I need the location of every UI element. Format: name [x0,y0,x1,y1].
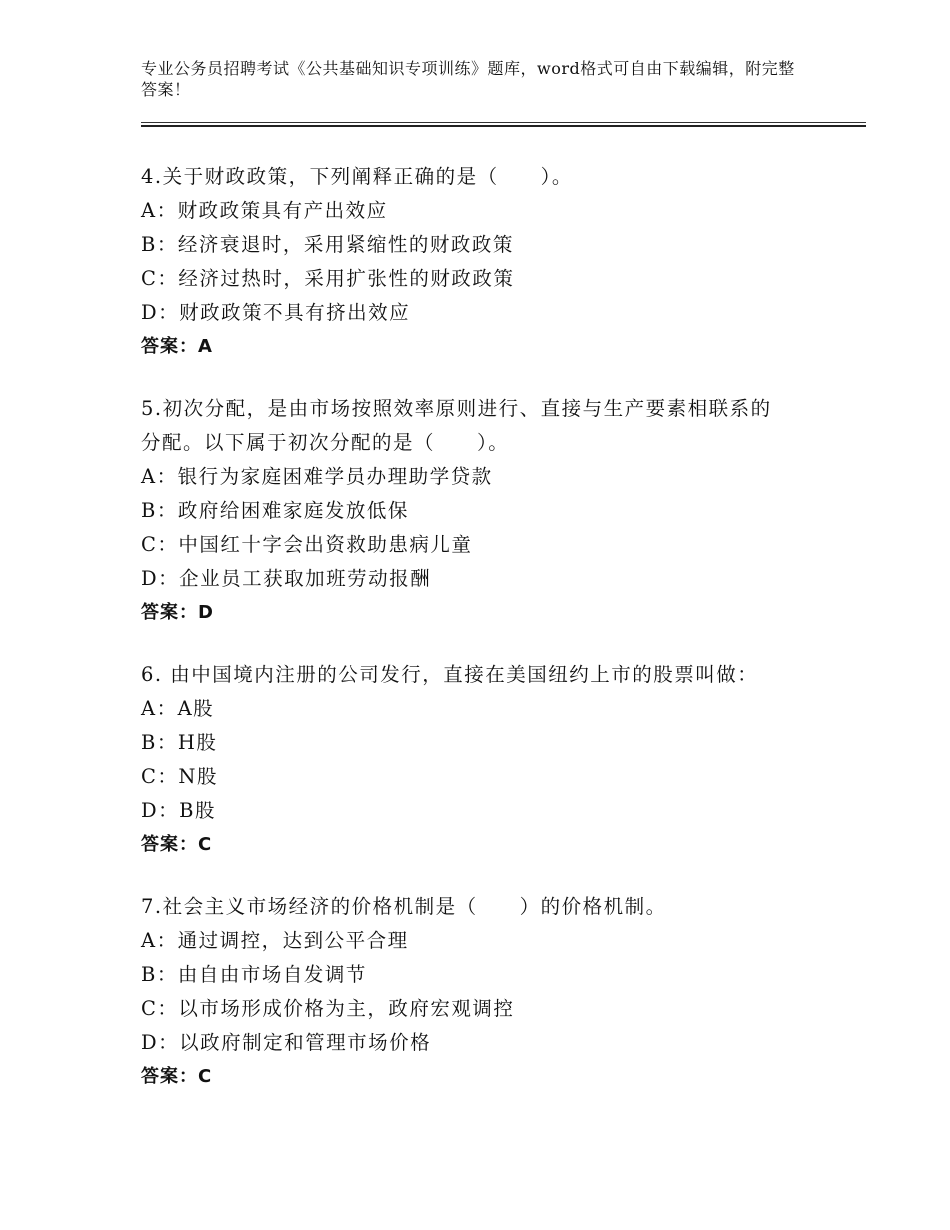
option-b: B：H股 [141,731,218,754]
option-b: B：政府给困难家庭发放低保 [141,499,409,522]
question-list [141,160,841,1122]
option-d: D：B股 [141,799,216,822]
option-d: D：以政府制定和管理市场价格 [141,1031,432,1054]
header-divider-thin [141,122,866,123]
option-d: D：财政政策不具有挤出效应 [141,301,411,324]
option-a: A：财政政策具有产出效应 [141,199,388,222]
question-stem: 6. 由中国境内注册的公司发行，直接在美国纽约上市的股票叫做： [141,663,759,686]
option-a: A：银行为家庭困难学员办理助学贷款 [141,465,493,488]
answer: 答案：C [141,834,213,855]
question-6 [141,658,841,862]
question-5 [141,392,841,630]
question-stem-continued: 分配。以下属于初次分配的是（ ）。 [141,431,510,454]
option-b: B：由自由市场自发调节 [141,963,367,986]
option-b: B：经济衰退时，采用紧缩性的财政政策 [141,233,514,256]
answer: 答案：D [141,602,214,623]
question-stem: 4.关于财政政策，下列阐释正确的是（ ）。 [141,165,573,188]
question-7 [141,890,841,1094]
option-d: D：企业员工获取加班劳动报酬 [141,567,432,590]
question-stem: 5.初次分配，是由市场按照效率原则进行、直接与生产要素相联系的 [141,397,772,420]
option-c: C：中国红十字会出资救助患病儿童 [141,533,473,556]
header-divider-thick [141,125,866,127]
option-c: C：经济过热时，采用扩张性的财政政策 [141,267,515,290]
option-a: A：通过调控，达到公平合理 [141,929,409,952]
document-header: 专业公务员招聘考试《公共基础知识专项训练》题库，word格式可自由下载编辑，附完整答案！ [141,59,795,99]
option-c: C：N股 [141,765,218,788]
answer: 答案：C [141,1066,213,1087]
option-a: A：A股 [141,697,215,720]
option-c: C：以市场形成价格为主，政府宏观调控 [141,997,515,1020]
question-4 [141,160,841,364]
answer: 答案：A [141,336,213,357]
question-stem: 7.社会主义市场经济的价格机制是（ ）的价格机制。 [141,895,667,918]
